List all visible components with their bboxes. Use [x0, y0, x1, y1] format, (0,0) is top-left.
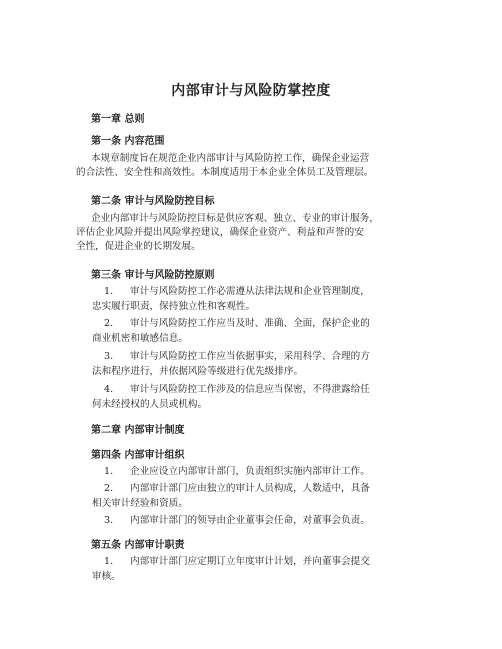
item-text: 审计与风险防控工作必需遵从法律法规和企业管理制度， — [130, 286, 370, 297]
article-2-heading: 第二条 审计与风险防控目标 — [91, 196, 215, 207]
article-3-item-2-line-2: 商业机密和敏感信息。 — [92, 333, 188, 344]
article-2-text-line-3: 全性，促进企业的长期发展。 — [76, 241, 201, 252]
article-4-item-3-line-1 — [104, 514, 370, 527]
item-number: 2. — [104, 318, 114, 329]
article-5-item-1-line-2: 审核。 — [92, 571, 121, 582]
article-3-heading: 第三条 审计与风险防控原则 — [91, 270, 215, 281]
article-2-text-line-1: 企业内部审计与风险防控目标是供应客观、独立、专业的审计服务， — [91, 213, 379, 224]
item-number: 1. — [104, 556, 114, 567]
document-title: 内部审计与风险防掌控度 — [171, 83, 331, 99]
item-text: 审计与风险防控工作涉及的信息应当保密，不得泄露给任 — [130, 384, 370, 395]
article-4-item-2-line-1 — [104, 482, 370, 495]
article-4-heading: 第四条 内部审计组织 — [91, 450, 185, 461]
item-text: 审计与风险防控工作应当依据事实，采用科学、合理的方 — [130, 351, 370, 362]
article-3-item-4-line-1 — [104, 383, 370, 396]
item-text: 企业应设立内部审计部门，负责组织实施内部审计工作。 — [130, 466, 370, 477]
article-1-text-line-2: 的合法性、安全性和高效性。本制度适用于本企业全体员工及管理层。 — [76, 167, 374, 178]
article-2-text-line-2: 评估企业风险并提出风险掌控建议，确保企业资产、利益和声誉的安 — [76, 227, 364, 238]
item-text: 内部审计部门应定期订立年度审计计划，并向董事会提交 — [130, 556, 370, 567]
article-1-heading: 第一条 内容范围 — [91, 136, 165, 147]
article-5-heading: 第五条 内部审计职责 — [91, 540, 185, 551]
article-3-item-3-line-2: 法和程序进行，并依据风险等级进行优先级排序。 — [92, 366, 304, 377]
article-4-item-2-line-2: 相关审计经验和资质。 — [92, 498, 188, 509]
item-number: 3. — [104, 515, 114, 526]
item-number: 3. — [104, 351, 114, 362]
chapter-2-heading: 第二章 内部审计制度 — [91, 425, 185, 436]
article-1-text-line-1: 本规章制度旨在规范企业内部审计与风险防控工作，确保企业运营 — [91, 153, 370, 164]
article-5-item-1-line-1 — [104, 555, 370, 568]
article-4-item-1-line-1 — [104, 465, 370, 478]
item-number: 4. — [104, 384, 114, 395]
article-3-item-1-line-1 — [104, 285, 370, 298]
article-3-item-4-line-2: 何未经授权的人员或机构。 — [92, 399, 208, 410]
article-3-item-1-line-2: 忠实履行职责，保持独立性和客观性。 — [92, 301, 256, 312]
item-number: 1. — [104, 286, 114, 297]
item-text: 内部审计部门应由独立的审计人员构成，人数适中，具备 — [130, 483, 370, 494]
item-text: 内部审计部门的领导由企业董事会任命，对董事会负责。 — [130, 515, 370, 526]
item-number: 2. — [104, 483, 114, 494]
item-number: 1. — [104, 466, 114, 477]
item-text: 审计与风险防控工作应当及时、准确、全面，保护企业的 — [130, 318, 370, 329]
article-3-item-3-line-1 — [104, 350, 370, 363]
chapter-1-heading: 第一章 总则 — [91, 114, 145, 125]
article-3-item-2-line-1 — [104, 317, 370, 330]
